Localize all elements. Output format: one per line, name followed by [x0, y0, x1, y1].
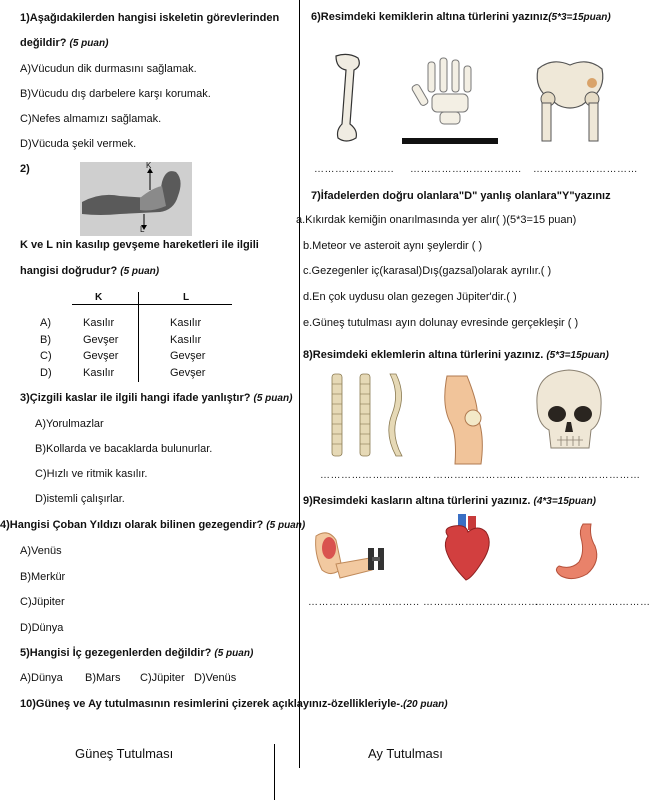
q10-title: 10)Güneş ve Ay tutulmasının resimlerini çizerek açıklayınız-özellikleriyle-.(20 puan) [20, 698, 448, 710]
row-option: A) [40, 317, 51, 329]
hand-bones-image [402, 56, 498, 146]
q7-item-a: a.Kıkırdak kemiğin onarılmasında yer alır( )(5*3=15 puan) [296, 214, 577, 226]
q8-blank-1[interactable]: ………………………….. [320, 470, 432, 481]
q8-blank-3[interactable]: …………………………… [525, 470, 641, 481]
q6-blank-2[interactable]: ………………………….. [410, 164, 522, 175]
pelvis-image [530, 55, 610, 143]
q9-blank-3[interactable]: …………………………… [535, 597, 651, 608]
q7-item-e: e.Güneş tutulması ayın dolunay evresinde gerçekleşir ( ) [303, 317, 579, 329]
q5-title: 5)Hangisi İç gezegenlerden değildir? (5 puan) [20, 647, 254, 659]
table-header-l: L [183, 292, 190, 303]
table-header-rule [72, 304, 232, 305]
long-bone-image [318, 52, 378, 144]
q9-title: 9)Resimdeki kasların altına türlerini yazınız. (4*3=15puan) [303, 495, 597, 507]
q7-item-c: c.Gezegenler iç(karasal)Dış(gazsal)olarak ayrılır.( ) [303, 265, 552, 277]
table-column-rule [138, 292, 139, 382]
q3-option-b: B)Kollarda ve bacaklarda bulunurlar. [35, 443, 213, 455]
skull-image [517, 364, 619, 462]
q7-item-b: b.Meteor ve asteroit aynı şeylerdir ( ) [303, 240, 483, 252]
column-divider [299, 0, 300, 768]
q9-blank-2[interactable]: …………………………… [423, 597, 539, 608]
row-l-value: Gevşer [170, 367, 206, 379]
row-option: B) [40, 334, 51, 346]
stomach-image [553, 522, 603, 582]
knee-joint-image [437, 376, 493, 464]
q4-option-c: C)Jüpiter [20, 596, 65, 608]
q2-question-line1: K ve L nin kasılıp gevşeme hareketleri ile ilgili [20, 239, 259, 251]
q3-option-d: D)istemli çalışırlar. [35, 493, 125, 505]
label-k: K [146, 161, 152, 170]
q3-title: 3)Çizgili kaslar ile ilgili hangi ifade yanlıştır? (5 puan) [20, 392, 293, 404]
q5-option-b: B)Mars [85, 672, 121, 684]
q8-title: 8)Resimdeki eklemlerin altına türlerini yazınız. (5*3=15puan) [303, 349, 609, 361]
q5-option-a: A)Dünya [20, 672, 63, 684]
q1-title-line1: 1)Aşağıdakilerden hangisi iskeletin görevlerinden [20, 12, 280, 24]
q6-title: 6)Resimdeki kemiklerin altına türlerini yazınız(5*3=15puan) [311, 11, 611, 23]
row-k-value: Kasılır [83, 317, 115, 329]
spine-image [318, 370, 414, 460]
arm-muscle-dumbbell-image [312, 518, 384, 584]
q6-blank-1[interactable]: ………………….. [314, 164, 395, 175]
q6-blank-3[interactable]: ………………………… [533, 164, 638, 175]
row-option: C) [40, 350, 52, 362]
q1-option-a: A)Vücudun dik durmasını sağlamak. [20, 63, 197, 75]
q3-option-c: C)Hızlı ve ritmik kasılır. [35, 468, 148, 480]
row-l-value: Kasılır [170, 334, 202, 346]
q2-question-line2: hangisi doğrudur? (5 puan) [20, 265, 160, 277]
table-header-k: K [95, 292, 103, 303]
q4-option-a: A)Venüs [20, 545, 62, 557]
q4-title: 4)Hangisi Çoban Yıldızı olarak bilinen gezegendir? (5 puan) [0, 519, 306, 531]
q1-option-d: D)Vücuda şekil vermek. [20, 138, 137, 150]
row-k-value: Gevşer [83, 350, 119, 362]
q4-option-d: D)Dünya [20, 622, 64, 634]
row-k-value: Gevşer [83, 334, 119, 346]
row-l-value: Gevşer [170, 350, 206, 362]
q1-option-c: C)Nefes almamızı sağlamak. [20, 113, 162, 125]
q7-title: 7)İfadelerden doğru olanlara"D" yanlış olanlara"Y"yazınız [311, 190, 611, 202]
q8-blank-2[interactable]: …………………….. [433, 470, 524, 481]
heart-image [438, 514, 494, 582]
q1-option-b: B)Vücudu dış darbelere karşı korumak. [20, 88, 211, 100]
q4-option-b: B)Merkür [20, 571, 66, 583]
label-l: L [140, 225, 145, 234]
q5-option-d: D)Venüs [194, 672, 237, 684]
q5-option-c: C)Jüpiter [140, 672, 185, 684]
q9-blank-1[interactable]: ………………………….. [308, 597, 420, 608]
row-l-value: Kasılır [170, 317, 202, 329]
row-option: D) [40, 367, 52, 379]
row-k-value: Kasılır [83, 367, 115, 379]
q1-title-line2: değildir? (5 puan) [20, 37, 109, 49]
q3-option-a: A)Yorulmazlar [35, 418, 104, 430]
lunar-eclipse-label: Ay Tutulması [368, 746, 443, 761]
solar-eclipse-label: Güneş Tutulması [75, 746, 174, 761]
q7-item-d: d.En çok uydusu olan gezegen Jüpiter'dir.( ) [303, 291, 517, 303]
q2-number: 2) [20, 163, 30, 175]
arm-muscle-image [80, 162, 192, 236]
answer-area-divider [274, 744, 275, 800]
